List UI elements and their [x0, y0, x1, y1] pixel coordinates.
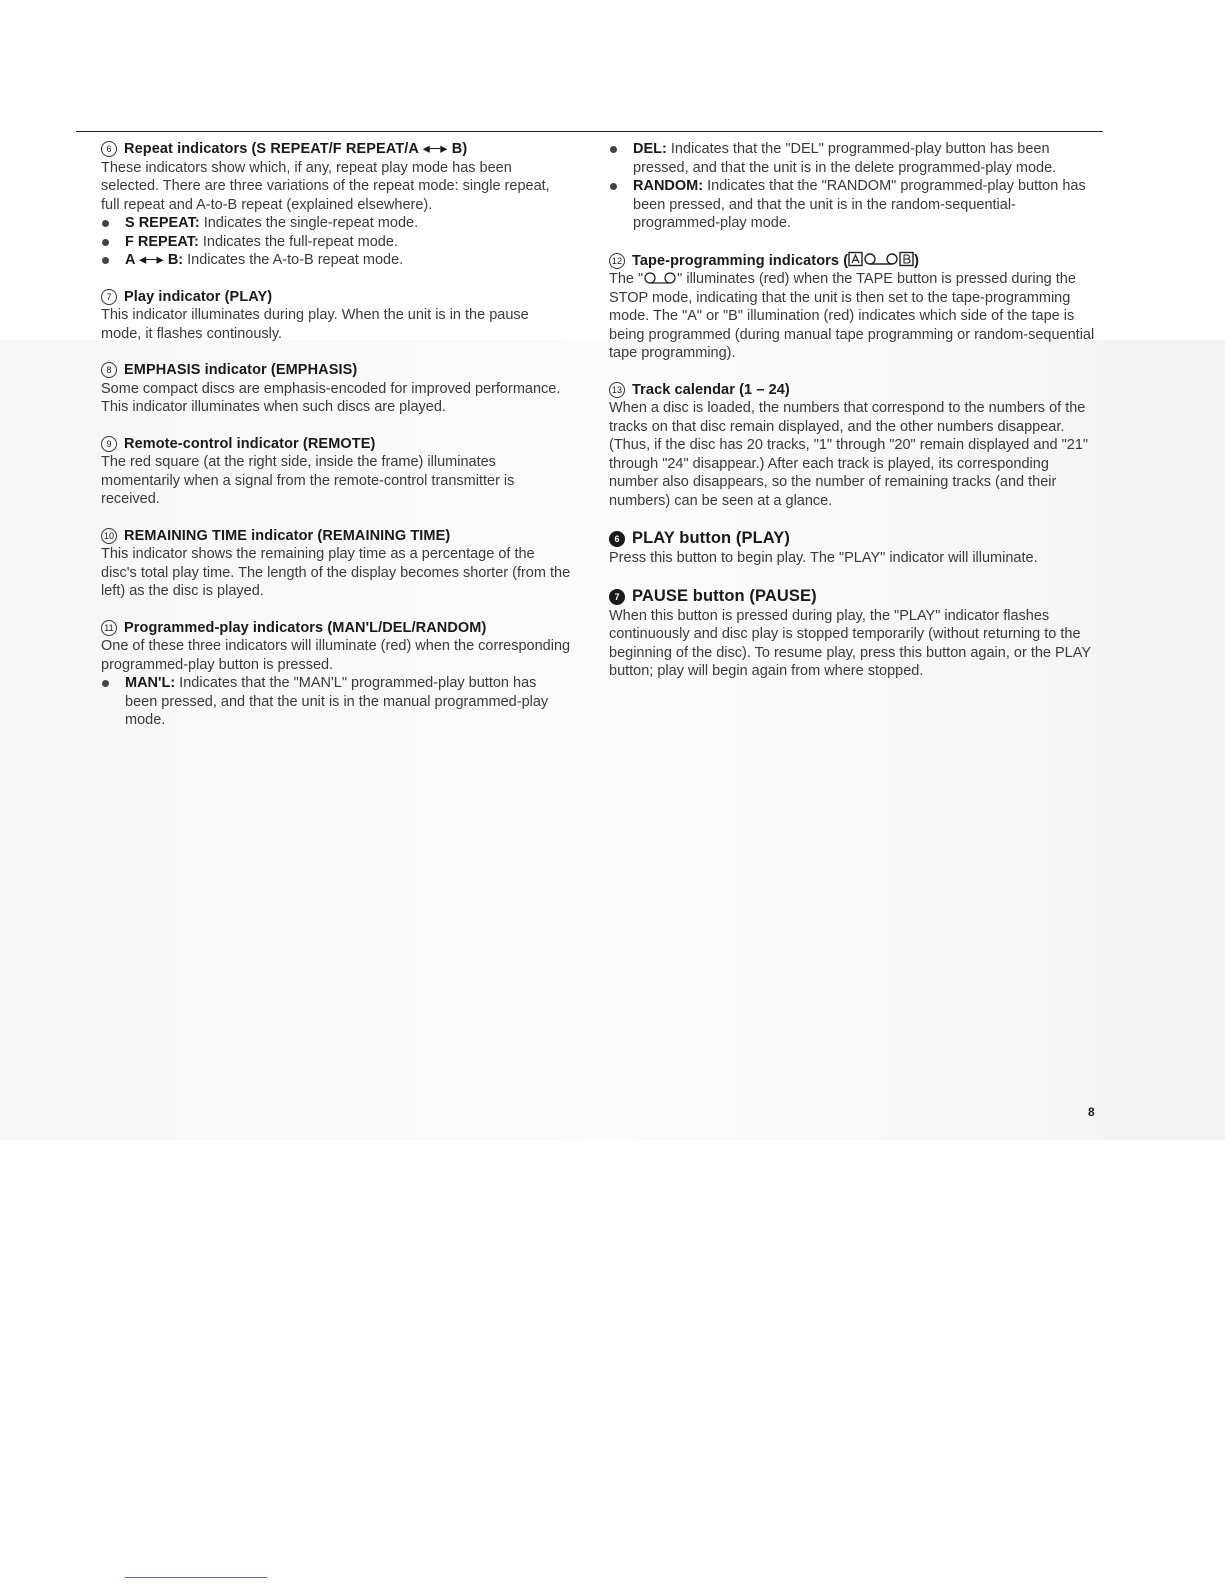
section-emphasis-indicator: [101, 361, 571, 417]
section-body: This indicator illuminates during play. When the unit is in the pause mode, it flashes continously.: [101, 307, 529, 342]
section-repeat-indicators: [101, 140, 571, 270]
bullet-text: Indicates the full-repeat mode.: [198, 233, 398, 250]
left-column: [101, 140, 571, 748]
bullet-icon: [102, 257, 109, 264]
heading-text: Tape-programming indicators (: [632, 252, 849, 269]
bullet-term: MAN'L:: [125, 675, 176, 691]
item-number-badge: 8: [101, 362, 117, 378]
section-heading: [609, 251, 1099, 271]
section-pause-button: [609, 586, 1099, 681]
heading-close: ): [914, 252, 920, 269]
item-number-badge: 7: [609, 589, 625, 605]
section-programmed-play: [101, 619, 571, 730]
bullet-term: A ◂─▸ B:: [125, 252, 184, 268]
heading-text: REMAINING TIME indicator (REMAINING TIME): [124, 527, 451, 544]
heading-text: Track calendar (1 – 24): [632, 381, 790, 398]
section-heading: [609, 586, 1099, 607]
heading-text: EMPHASIS indicator (EMPHASIS): [124, 362, 358, 378]
bullet-icon: [610, 146, 617, 153]
bullet-icon: [102, 220, 109, 227]
section-heading: [101, 619, 571, 638]
section-body: This indicator shows the remaining play time as a percentage of the disc's total play time. The length of the display becomes shorter (from the left) as the disc is played.: [101, 546, 571, 599]
section-heading: [101, 361, 571, 380]
section-play-button: [609, 528, 1099, 568]
section-body: One of these three indicators will illuminate (red) when the corresponding programmed-play button is pressed.: [101, 638, 571, 673]
bullet-item: [609, 140, 1099, 177]
text-start: The ": [609, 271, 644, 287]
heading-text: PAUSE button (PAUSE): [632, 586, 817, 605]
bullet-text: Indicates that the "RANDOM" programmed-play button has been pressed, and that the unit is in the random-sequential-programmed-play mode.: [633, 178, 1086, 231]
bullet-term: DEL:: [633, 141, 667, 157]
bottom-line: [125, 1577, 267, 1578]
heading-text: Repeat indicators (S REPEAT/F REPEAT/A ◂─▸ B): [124, 141, 468, 157]
item-number-badge: 9: [101, 436, 117, 452]
section-programmed-play-cont: [609, 140, 1099, 233]
bullet-item: [101, 251, 571, 270]
item-number-badge: 7: [101, 289, 117, 305]
section-track-calendar: [609, 381, 1099, 511]
section-remote-indicator: [101, 435, 571, 509]
bullet-icon: [610, 183, 617, 190]
bullet-term: F REPEAT:: [125, 233, 199, 250]
bullet-text: Indicates the A-to-B repeat mode.: [183, 252, 404, 268]
tape-indicator-icon: [848, 251, 914, 267]
section-heading: [101, 288, 571, 307]
item-number-badge: 6: [101, 141, 117, 157]
item-number-badge: 11: [101, 620, 117, 636]
bullet-text: Indicates that the "DEL" programmed-play button has been pressed, and that the unit is in the delete programmed-play mode.: [633, 141, 1057, 176]
item-number-badge: 10: [101, 528, 117, 544]
heading-text: Programmed-play indicators (MAN'L/DEL/RANDOM): [124, 619, 487, 636]
section-heading: [101, 527, 571, 546]
bullet-item: [101, 674, 571, 730]
page-number: 8: [1088, 1105, 1095, 1119]
section-body: Press this button to begin play. The "PLAY" indicator will illuminate.: [609, 550, 1038, 566]
bullet-text: Indicates the single-repeat mode.: [199, 215, 419, 231]
bullet-icon: [102, 239, 109, 246]
section-body: When this button is pressed during play, the "PLAY" indicator flashes continuously and disc play is stopped temporarily (without returning to the beginning of the disc). To resume play, press this button again, or the PLAY button; play will begin again from where stopped.: [609, 607, 1091, 679]
bullet-item: [101, 233, 571, 252]
section-remaining-time: [101, 527, 571, 601]
bullet-term: S REPEAT:: [125, 215, 200, 231]
bullet-text: Indicates that the "MAN'L" programmed-play button has been pressed, and that the unit is in the manual programmed-play mode.: [125, 675, 549, 728]
item-number-badge: 6: [609, 531, 625, 547]
section-heading: [101, 435, 571, 454]
section-heading: [609, 381, 1099, 400]
text-rest: " illuminates (red) when the TAPE button is pressed during the STOP mode, indicating that the unit is then set to the tape-programming mode. The "A" or "B" illumination (red) indicates which side of the tape is being programmed (during manual tape programming or random-sequential tape programming).: [609, 271, 1095, 361]
heading-text: Play indicator (PLAY): [124, 288, 273, 305]
bullet-item: [101, 214, 571, 233]
section-body: The red square (at the right side, inside the frame) illuminates momentarily when a signal from the remote-control transmitter is received.: [101, 454, 515, 507]
cassette-reels-icon: [643, 271, 677, 285]
bullet-term: RANDOM:: [633, 178, 704, 194]
heading-text: Remote-control indicator (REMOTE): [124, 435, 376, 452]
section-body: These indicators show which, if any, repeat play mode has been selected. There are three variations of the repeat mode: single repeat, full repeat and A-to-B repeat (explained elsewhere).: [101, 159, 550, 213]
bullet-icon: [102, 680, 109, 687]
section-body: Some compact discs are emphasis-encoded for improved performance. This indicator illuminates when such discs are played.: [101, 380, 561, 415]
section-heading: [609, 528, 1099, 549]
section-tape-programming: [609, 251, 1099, 363]
bullet-item: [609, 177, 1099, 233]
item-number-badge: 12: [609, 253, 625, 269]
heading-text: PLAY button (PLAY): [632, 529, 790, 547]
header-rule: [76, 131, 1103, 132]
section-play-indicator: [101, 288, 571, 344]
item-number-badge: 13: [609, 382, 625, 398]
section-body: When a disc is loaded, the numbers that correspond to the numbers of the tracks on that disc remain displayed, and the other numbers disappear. (Thus, if the disc has 20 tracks, "1" through "20" remain displayed and "21" through "24" disappear.) After each track is played, its corresponding number also disappears, so the number of remaining tracks (and their numbers) can be seen at a glance.: [609, 400, 1089, 509]
section-body: [609, 270, 1099, 363]
right-column: [609, 140, 1099, 699]
section-heading: [101, 140, 571, 159]
